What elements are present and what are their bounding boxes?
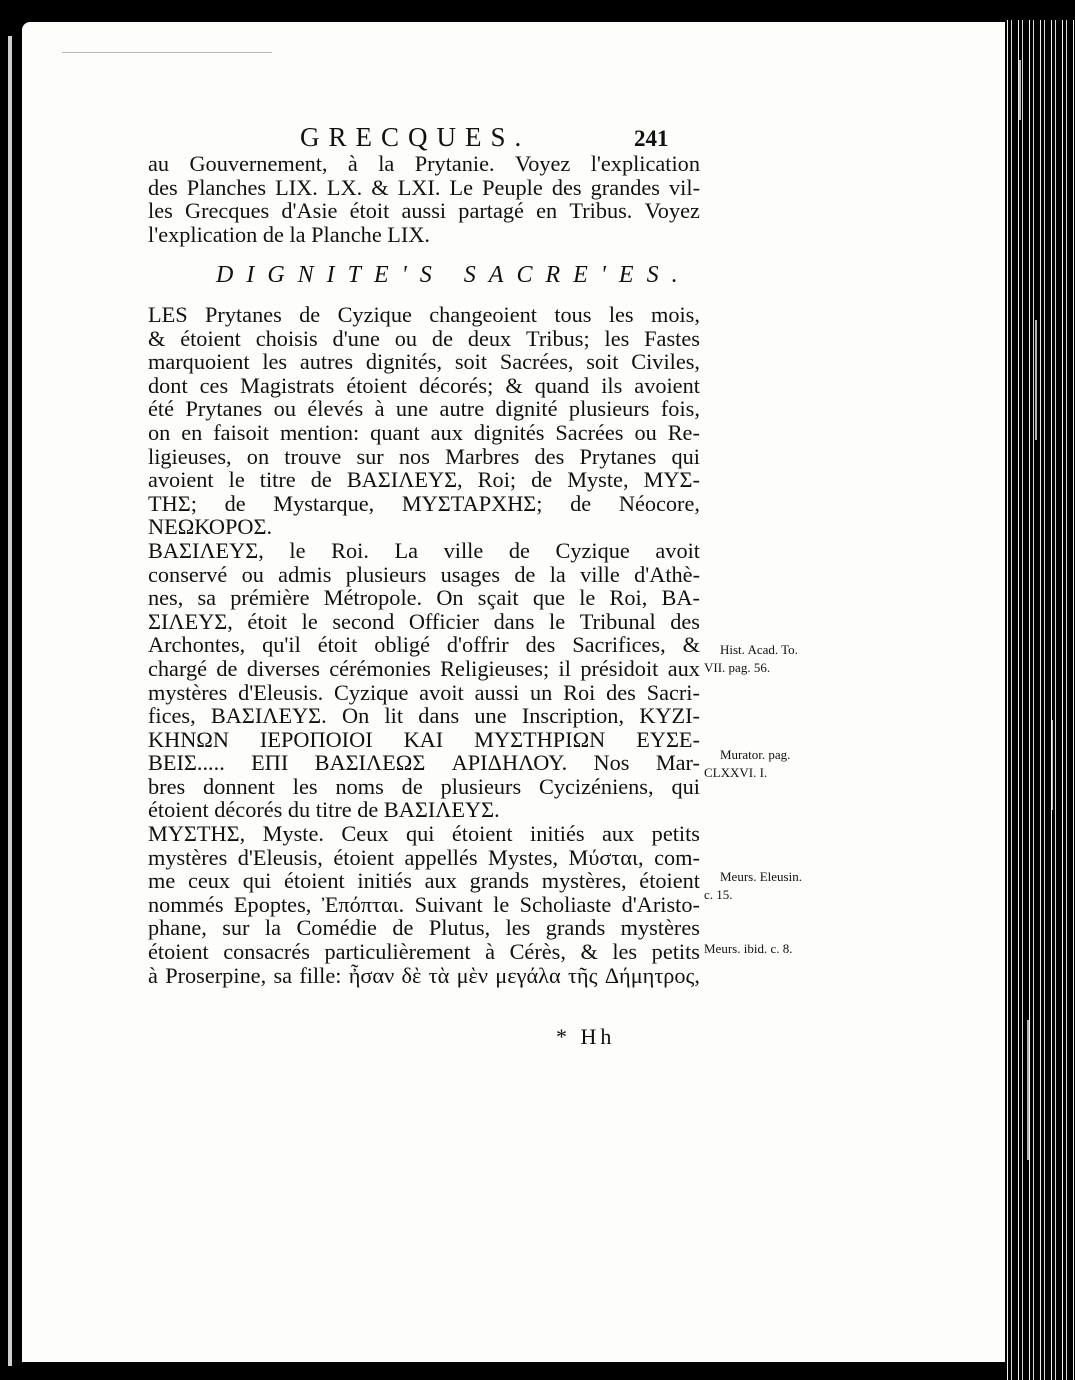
text-line: nes, sa prémière Métropole. On sçait que le Roi, ΒΑ- bbox=[148, 585, 700, 611]
text-line: dont ces Magistrats étoient décorés; & quand ils avoient bbox=[148, 372, 700, 398]
text-line: & étoient choisis d'une ou de deux Tribus; les Fastes bbox=[148, 325, 700, 351]
text-line: Archontes, qu'il étoit obligé d'offrir des Sacrifices, & bbox=[148, 632, 700, 658]
catchword: * Hh bbox=[556, 1024, 616, 1049]
text-line: ligieuses, on trouve sur nos Marbres des Prytanes qui bbox=[148, 443, 700, 469]
text-line: LES Prytanes de Cyzique changeoient tous les mois, bbox=[148, 302, 700, 327]
text-line: conservé ou admis plusieurs usages de la ville d'Athè- bbox=[148, 561, 700, 587]
text-line: mystères d'Eleusis, étoient appellés Mystes, Μύσται, com- bbox=[148, 844, 700, 870]
text-line: avoient le titre de ΒΑΣΙΛΕΥΣ, Roi; de Myste, ΜΥΣ- bbox=[148, 467, 700, 493]
text-line: chargé de diverses cérémonies Religieuses; il présidoit aux bbox=[148, 655, 700, 681]
text-line: on en faisoit mention: quant aux dignités Sacrées ou Re- bbox=[148, 419, 700, 445]
text-line: ΤΗΣ; de Mystarque, ΜΥΣΤΑΡΧΗΣ; de Néocore, bbox=[148, 490, 700, 516]
text-line: l'explication de la Planche LIX. bbox=[148, 221, 431, 247]
margin-note-murator: Murator. pag. bbox=[720, 747, 791, 762]
text-line: ΚΗΝΩΝ ΙΕΡΟΠΟΙΟΙ ΚΑΙ ΜΥΣΤΗΡΙΩΝ ΕΥΣΕ- bbox=[148, 726, 700, 752]
margin-note-hist-acad-page: VII. pag. 56. bbox=[704, 660, 771, 675]
text-line: mystères d'Eleusis. Cyzique avoit aussi un Roi des Sacri- bbox=[148, 679, 700, 705]
margin-note-meurs-eleusin-chapter: c. 15. bbox=[704, 887, 733, 902]
text-line: étoient décorés du titre de ΒΑΣΙΛΕΥΣ. bbox=[148, 797, 500, 823]
page-number: 241 bbox=[634, 126, 669, 151]
running-title: GRECQUES. bbox=[300, 122, 531, 152]
text-line: à Proserpine, sa fille: ἦσαν δὲ τὰ μὲν μεγάλα τῆς Δήμητρος, bbox=[148, 962, 700, 988]
text-line: marquoient les autres dignités, soit Sacrées, soit Civiles, bbox=[148, 349, 700, 375]
text-line: été Prytanes ou élevés à une autre dignité plusieurs fois, bbox=[148, 396, 700, 422]
text-line: les Grecques d'Asie étoit aussi partagé en Tribus. Voyez bbox=[148, 198, 700, 224]
text-line: ΝΕΩΚΟΡΟΣ. bbox=[148, 514, 273, 540]
text-line: au Gouvernement, à la Prytanie. Voyez l'explication bbox=[148, 151, 700, 176]
text-line: ΣΙΛΕΥΣ, étoit le second Officier dans le Tribunal des bbox=[148, 608, 700, 634]
text-line: ΒΕΙΣ..... ΕΠΙ ΒΑΣΙΛΕΩΣ ΑΡΙΔΗΛΟΥ. Nos Mar- bbox=[148, 750, 700, 776]
binding-strip bbox=[8, 36, 12, 1366]
margin-note-meurs-eleusin: Meurs. Eleusin. bbox=[720, 869, 802, 884]
margin-note-meurs-ibid: Meurs. ibid. c. 8. bbox=[704, 941, 793, 956]
text-line: ΒΑΣΙΛΕΥΣ, le Roi. La ville de Cyzique avoit bbox=[148, 537, 700, 563]
page-stack-edge bbox=[1005, 20, 1075, 1380]
margin-note-hist-acad: Hist. Acad. To. bbox=[720, 642, 798, 657]
paragraph-intro bbox=[148, 152, 700, 246]
text-line: ΜΥΣΤΗΣ, Myste. Ceux qui étoient initiés aux petits bbox=[148, 821, 700, 847]
text-line: des Planches LIX. LX. & LXI. Le Peuple des grandes vil- bbox=[148, 174, 700, 200]
top-rule bbox=[62, 52, 272, 53]
text-line: fices, ΒΑΣΙΛΕΥΣ. On lit dans une Inscription, ΚΥΖΙ- bbox=[148, 703, 700, 729]
text-line: nommés Epoptes, Ἐπόπται. Suivant le Scholiaste d'Aristo- bbox=[148, 891, 700, 917]
section-heading: DIGNITE'S SACRE'ES. bbox=[216, 262, 691, 288]
text-line: phane, sur la Comédie de Plutus, les grands mystères bbox=[148, 915, 700, 941]
text-line: bres donnent les noms de plusieurs Cycizéniens, qui bbox=[148, 773, 700, 799]
main-text bbox=[148, 303, 700, 987]
text-line: me ceux qui étoient initiés aux grands mystères, étoient bbox=[148, 868, 700, 894]
text-line: étoient consacrés particulièrement à Cérès, & les petits bbox=[148, 939, 700, 965]
margin-note-murator-page: CLXXVI. I. bbox=[704, 765, 768, 780]
